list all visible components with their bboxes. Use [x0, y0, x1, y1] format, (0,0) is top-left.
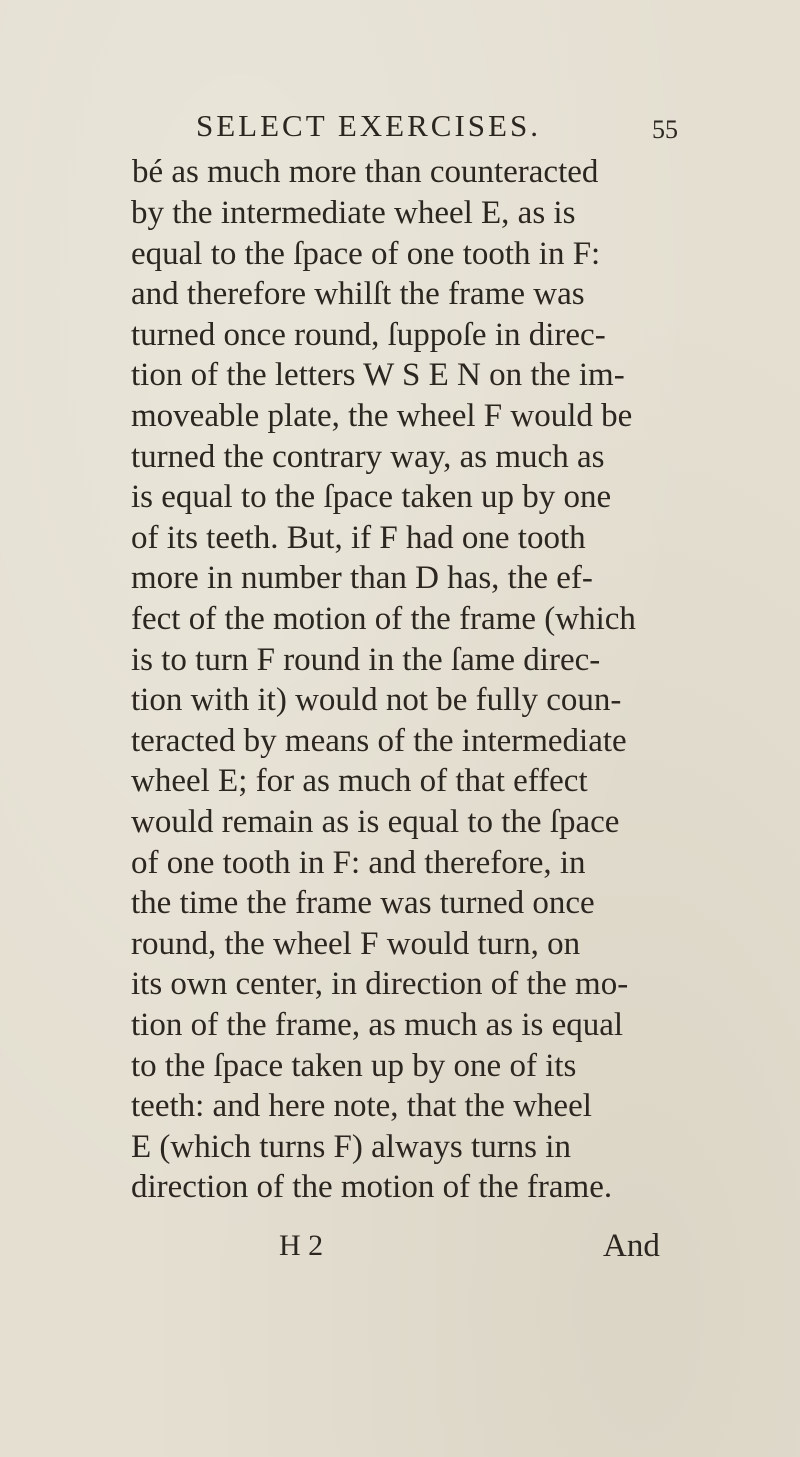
- text-line: moveable plate, the wheel F would be: [131, 398, 633, 434]
- text-line: wheel E; for as much of that effect: [131, 763, 588, 799]
- text-line: more in number than D has, the ef-: [131, 560, 593, 596]
- text-line: tion of the frame, as much as is equal: [131, 1007, 624, 1043]
- text-line: by the intermediate wheel E, as is: [131, 195, 576, 231]
- text-line: and therefore whilſt the frame was: [131, 276, 585, 312]
- text-line: direction of the motion of the frame.: [131, 1169, 613, 1205]
- text-line: teeth: and here note, that the wheel: [131, 1088, 592, 1124]
- page-header: [0, 102, 800, 150]
- text-line: turned once round, ſuppoſe in direc-: [131, 317, 606, 353]
- text-line: of its teeth. But, if F had one tooth: [131, 520, 586, 556]
- text-line: is to turn F round in the ſame direc-: [131, 642, 601, 678]
- text-line: to the ſpace taken up by one of its: [131, 1048, 577, 1084]
- catchword: And: [603, 1228, 660, 1264]
- text-line: tion of the letters W S E N on the im-: [131, 357, 625, 393]
- text-line: turned the contrary way, as much as: [131, 439, 605, 475]
- text-line: its own center, in direction of the mo-: [131, 966, 629, 1002]
- text-line: bé as much more than counteracted: [132, 154, 599, 190]
- page-number: 55: [652, 115, 678, 144]
- text-line: E (which turns F) always turns in: [131, 1129, 571, 1165]
- text-line: of one tooth in F: and therefore, in: [131, 845, 586, 881]
- page-footer: [0, 1224, 800, 1268]
- text-line: fect of the motion of the frame (which: [131, 601, 636, 637]
- text-line: round, the wheel F would turn, on: [131, 926, 581, 962]
- signature-mark: H 2: [279, 1229, 324, 1262]
- text-line: equal to the ſpace of one tooth in F:: [131, 236, 601, 272]
- text-line: would remain as is equal to the ſpace: [131, 804, 620, 840]
- text-line: is equal to the ſpace taken up by one: [131, 479, 612, 515]
- text-line: the time the frame was turned once: [131, 885, 595, 921]
- text-line: teracted by means of the intermediate: [131, 723, 627, 759]
- running-head: SELECT EXERCISES.: [196, 108, 541, 143]
- text-line: tion with it) would not be fully coun-: [131, 682, 622, 718]
